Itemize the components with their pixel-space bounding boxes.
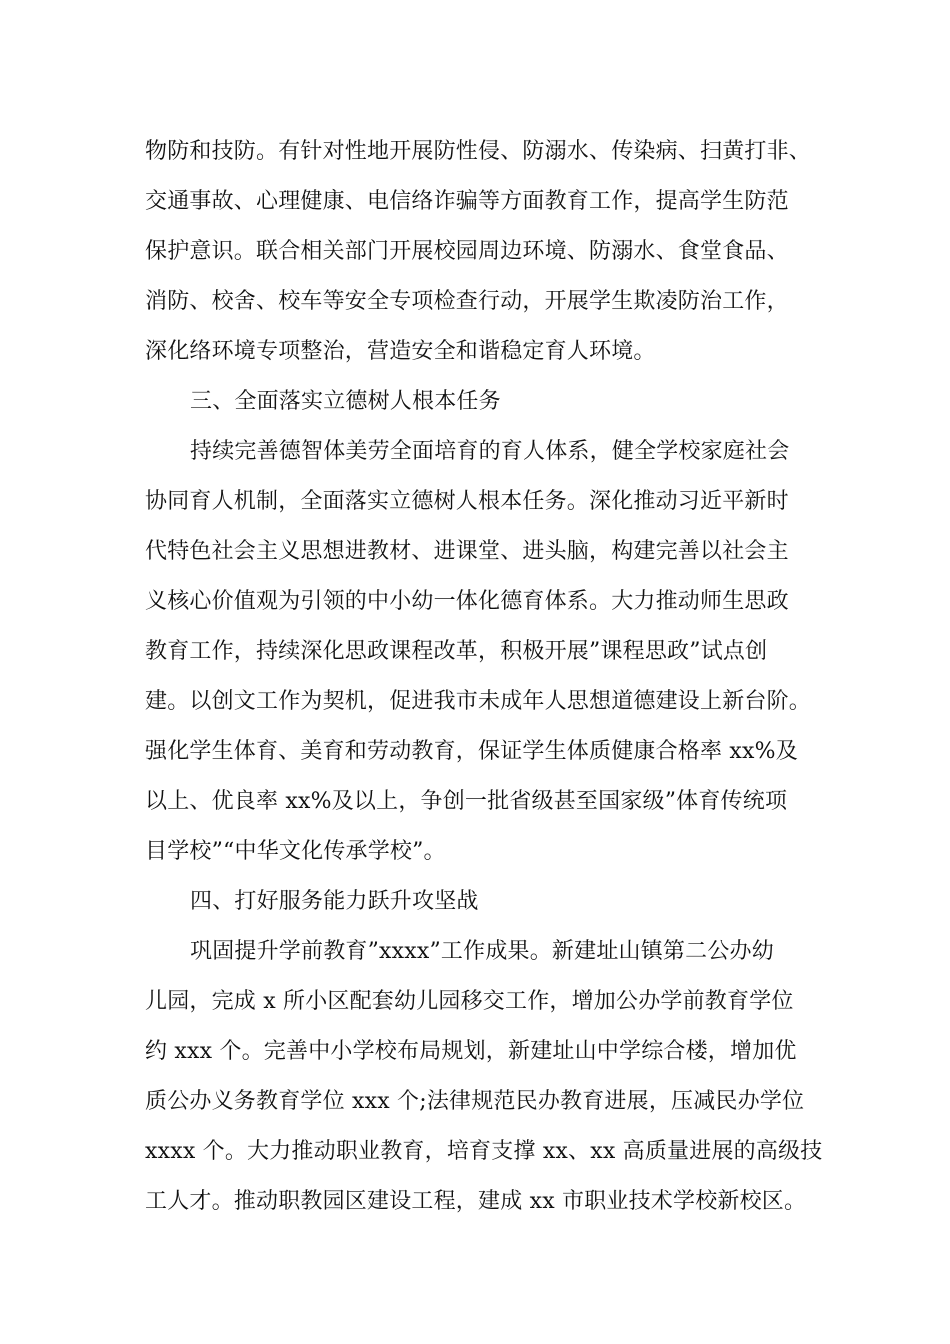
- paragraph-line: 建。以创文工作为契机，促进我市未成年人思想道德建设上新台阶。: [145, 689, 812, 714]
- paragraph-line: 义核心价值观为引领的中小幼一体化德育体系。大力推动师生思政: [145, 589, 789, 614]
- paragraph-line: 儿园，完成 x 所小区配套幼儿园移交工作，增加公办学前教育学位: [145, 989, 794, 1014]
- paragraph-line: 目学校”“中华文化传承学校”。: [145, 839, 446, 864]
- paragraph-line: 协同育人机制，全面落实立德树人根本任务。深化推动习近平新时: [145, 489, 789, 514]
- paragraph-line: xxxx 个。大力推动职业教育，培育支撑 xx、xx 高质量进展的高级技: [145, 1139, 823, 1164]
- paragraph-line: 持续完善德智体美劳全面培育的育人体系，健全学校家庭社会: [190, 439, 790, 464]
- paragraph-line: 代特色社会主义思想进教材、进课堂、进头脑，构建完善以社会主: [145, 539, 789, 564]
- paragraph-line: 质公办义务教育学位 xxx 个;法律规范民办教育进展，压减民办学位: [145, 1089, 805, 1114]
- paragraph-line: 保护意识。联合相关部门开展校园周边环境、防溺水、食堂食品、: [145, 239, 789, 264]
- paragraph-line: 约 xxx 个。完善中小学校布局规划，新建址山中学综合楼，增加优: [145, 1039, 797, 1064]
- paragraph-line: 物防和技防。有针对性地开展防性侵、防溺水、传染病、扫黄打非、: [145, 139, 812, 164]
- section-heading: 四、打好服务能力跃升攻坚战: [190, 889, 479, 914]
- paragraph-line: 教育工作，持续深化思政课程改革，积极开展”课程思政”试点创: [145, 639, 768, 664]
- paragraph-line: 交通事故、心理健康、电信络诈骗等方面教育工作，提高学生防范: [145, 189, 789, 214]
- paragraph-line: 深化络环境专项整治，营造安全和谐稳定育人环境。: [145, 339, 656, 364]
- paragraph-line: 消防、校舍、校车等安全专项检查行动，开展学生欺凌防治工作，: [145, 289, 789, 314]
- section-heading: 三、全面落实立德树人根本任务: [190, 389, 501, 414]
- paragraph-line: 工人才。推动职教园区建设工程，建成 xx 市职业技术学校新校区。: [145, 1189, 807, 1214]
- paragraph-line: 以上、优良率 xx%及以上，争创一批省级甚至国家级”体育传统项: [145, 789, 788, 814]
- paragraph-line: 强化学生体育、美育和劳动教育，保证学生体质健康合格率 xx%及: [145, 739, 798, 764]
- paragraph-line: 巩固提升学前教育”xxxx”工作成果。新建址山镇第二公办幼: [190, 939, 774, 964]
